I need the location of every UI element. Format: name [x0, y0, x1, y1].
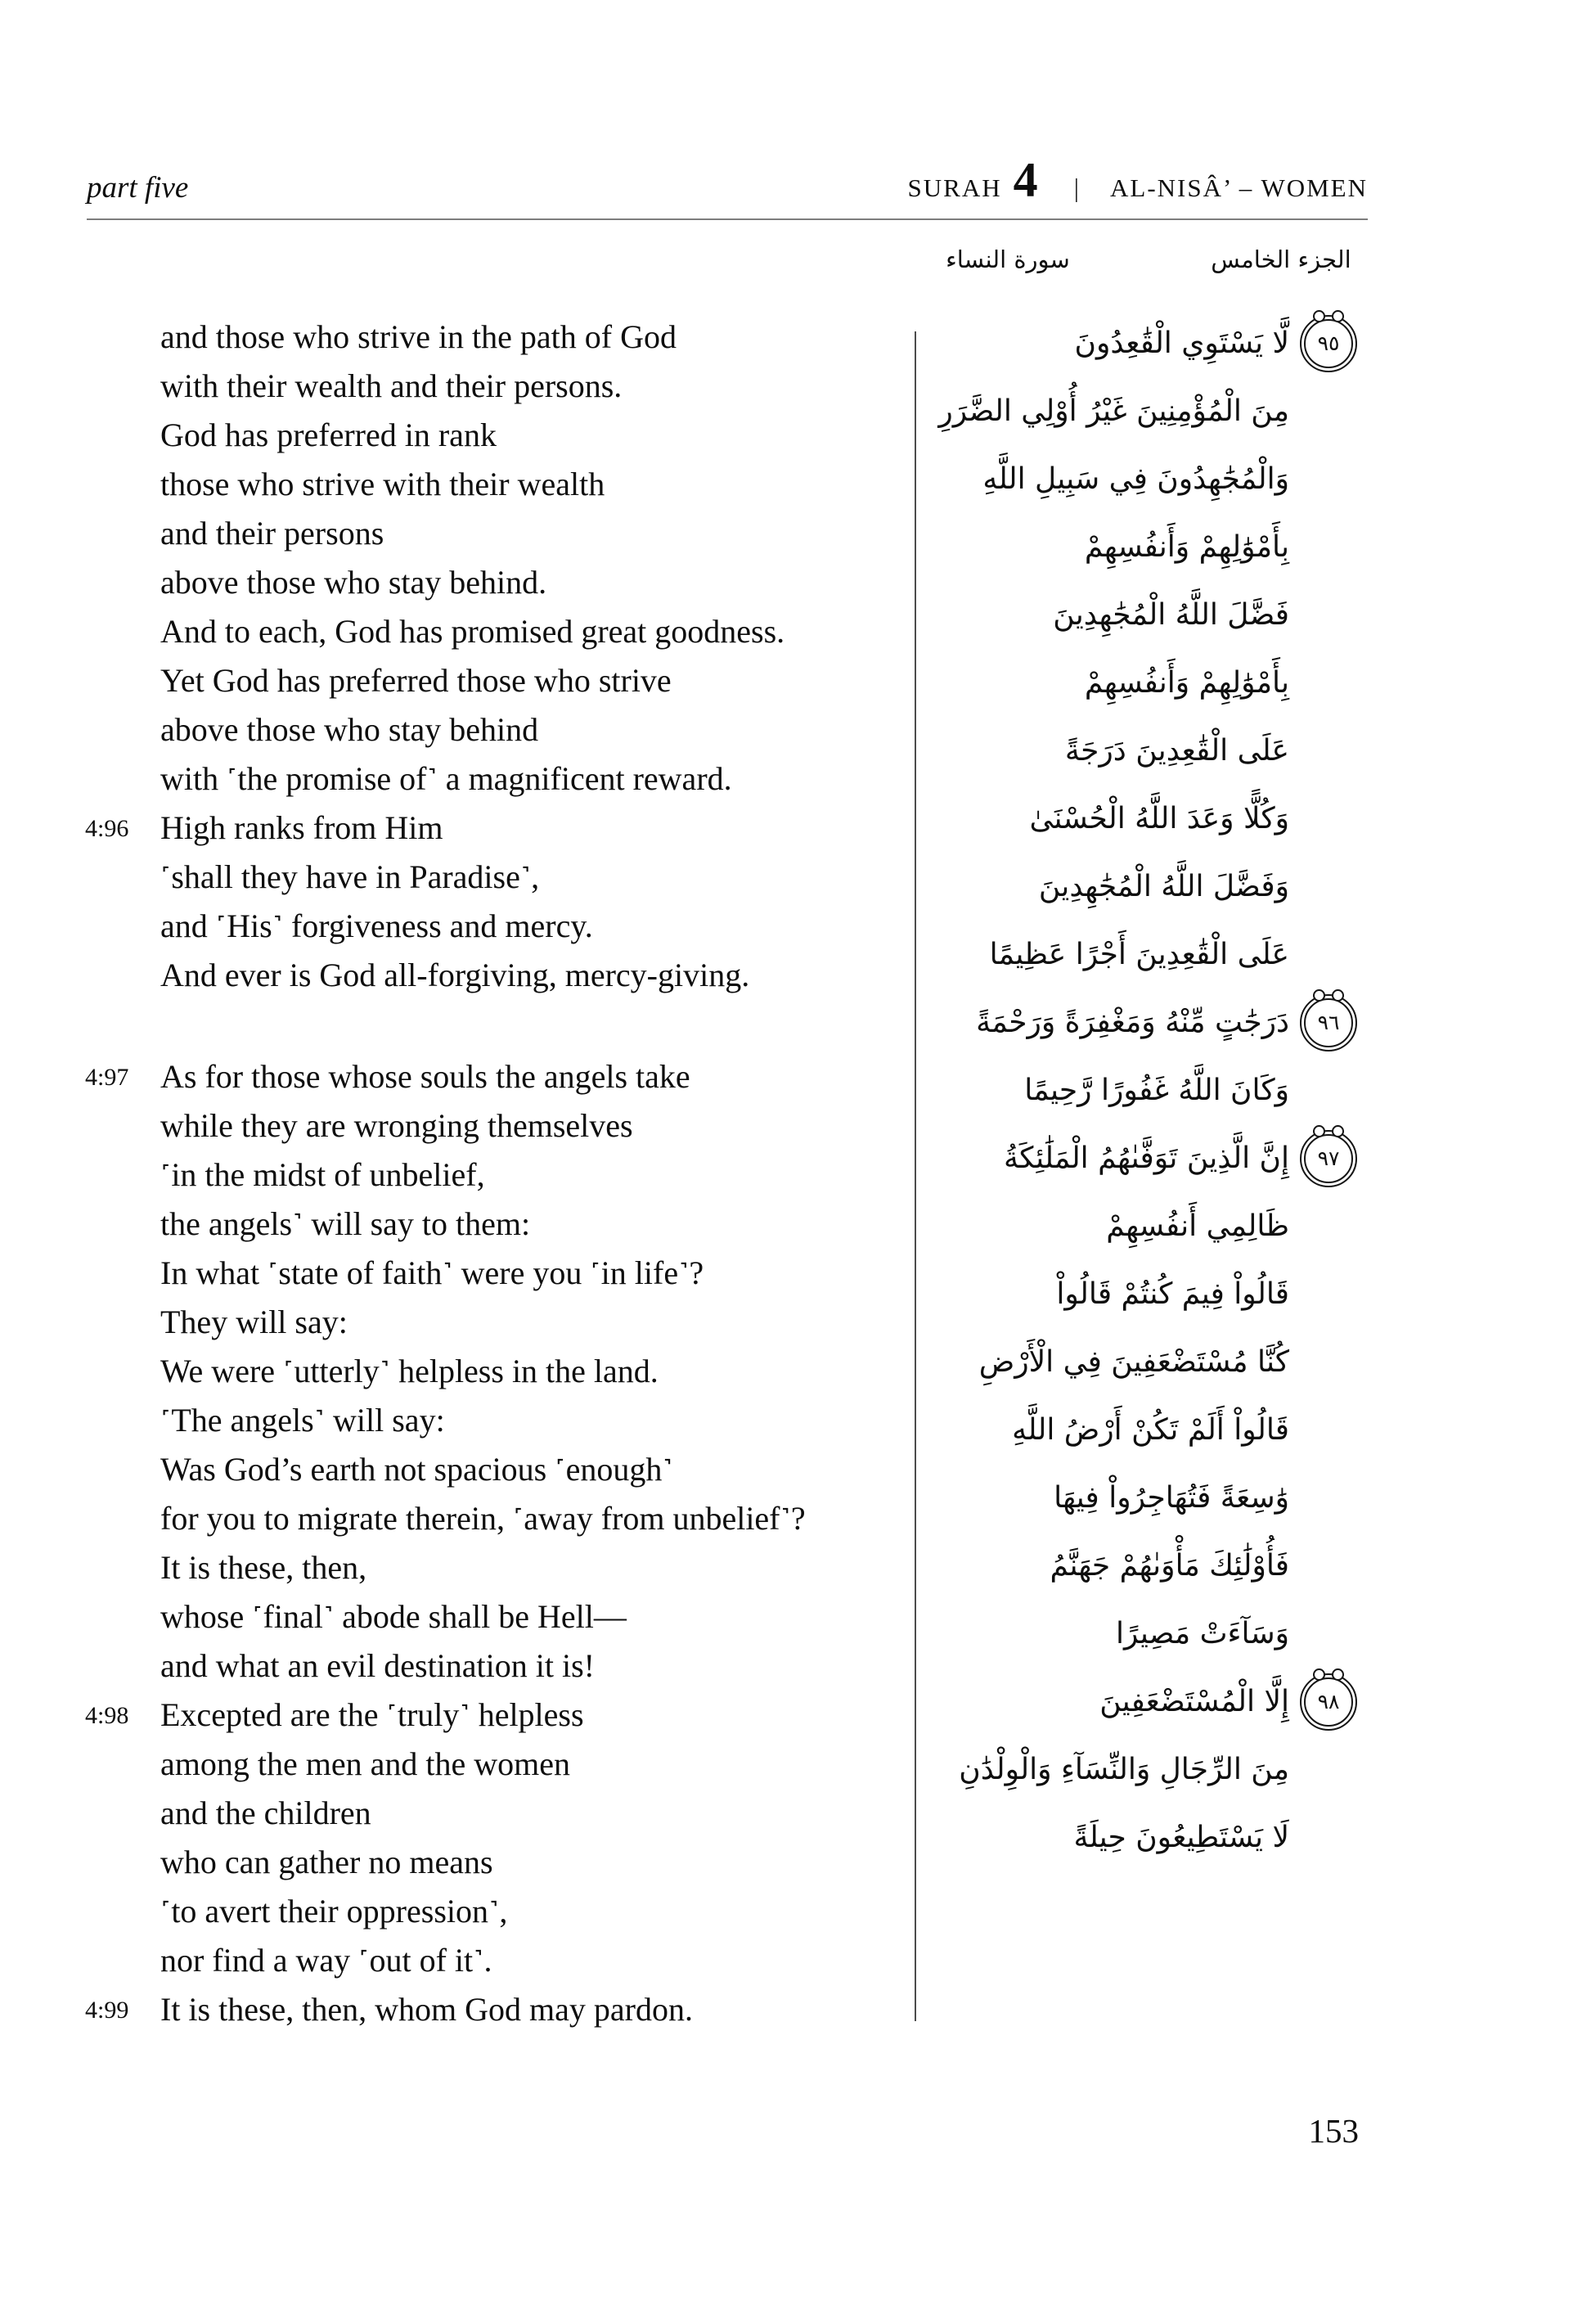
english-line-text: nor find a way ˹out of it˺. — [160, 1942, 492, 1979]
arabic-line — [941, 1736, 1358, 1803]
surah-name: AL-NISÂ’ – WOMEN — [1110, 173, 1368, 202]
english-line-text: among the men and the women — [160, 1745, 570, 1782]
arabic-line-text: ظَالِمِي أَنفُسِهِمْ — [1106, 1209, 1289, 1243]
arabic-line-text: إِلَّا الْمُسْتَضْعَفِينَ — [1099, 1684, 1289, 1718]
english-paragraph — [85, 313, 913, 1000]
english-line-text: who can gather no means — [160, 1844, 493, 1880]
english-line — [85, 804, 913, 853]
english-line-text: They will say: — [160, 1304, 348, 1340]
arabic-line-text: وَالْمُجَٰهِدُونَ فِي سَبِيلِ اللَّهِ — [982, 462, 1289, 496]
english-line-text: above those who stay behind. — [160, 564, 547, 601]
english-line — [85, 509, 913, 558]
arabic-line — [941, 853, 1358, 921]
arabic-line-text: قَالُواْ أَلَمْ تَكُنْ أَرْضُ اللَّهِ — [1012, 1412, 1289, 1447]
arabic-line-text: قَالُواْ فِيمَ كُنتُمْ قَالُواْ — [1056, 1277, 1289, 1311]
english-line — [85, 607, 913, 656]
arabic-line — [941, 513, 1358, 581]
english-line — [85, 460, 913, 509]
english-line — [85, 1347, 913, 1396]
verse-number-ornament: ٩٥ — [1304, 319, 1353, 368]
column-divider — [915, 331, 916, 2021]
english-line — [85, 1543, 913, 1592]
arabic-line-text: وَٰسِعَةً فَتُهَاجِرُواْ فِيهَا — [1054, 1480, 1289, 1515]
arabic-line — [941, 445, 1358, 513]
english-line-text: the angels˺ will say to them: — [160, 1205, 531, 1242]
arabic-line — [941, 1803, 1358, 1871]
arabic-line — [941, 309, 1358, 377]
english-line-text: and ˹His˺ forgiveness and mercy. — [160, 907, 593, 944]
english-line — [85, 1887, 913, 1936]
english-line — [85, 1494, 913, 1543]
arabic-line-text: وَكَانَ اللَّهُ غَفُورًا رَّحِيمًا — [1024, 1073, 1289, 1107]
arabic-line — [941, 1668, 1358, 1736]
english-line-text: And to each, God has promised great goodness. — [160, 613, 785, 650]
english-line-text: And ever is God all-forgiving, mercy-giving. — [160, 957, 750, 993]
arabic-line-text: فَأُوْلَٰئِكَ مَأْوَىٰهُمْ جَهَنَّمُ — [1050, 1548, 1289, 1583]
arabic-line — [941, 1056, 1358, 1124]
surah-number: 4 — [1013, 153, 1038, 207]
english-line — [85, 1052, 913, 1101]
english-line-text: It is these, then, — [160, 1549, 367, 1586]
english-line-text: while they are wronging themselves — [160, 1107, 633, 1144]
english-line-text: Yet God has preferred those who strive — [160, 662, 672, 699]
arabic-line — [941, 921, 1358, 988]
arabic-line-text: دَرَجَٰتٍ مِّنْهُ وَمَغْفِرَةً وَرَحْمَةً — [976, 1005, 1289, 1039]
english-line-text: High ranks from Him — [160, 809, 443, 846]
verse-ref: 4:98 — [85, 1702, 129, 1729]
verse-ref: 4:97 — [85, 1064, 129, 1091]
english-line-text: ˹in the midst of unbelief, — [160, 1156, 485, 1193]
english-line-text: We were ˹utterly˺ helpless in the land. — [160, 1353, 659, 1389]
english-line — [85, 754, 913, 804]
arabic-line-text: بِأَمْوَٰلِهِمْ وَأَنفُسِهِمْ — [1084, 529, 1289, 564]
arabic-line-text: مِنَ الْمُؤْمِنِينَ غَيْرُ أُوْلِي الضَّرَرِ — [938, 394, 1289, 428]
english-line-text: with their wealth and their persons. — [160, 367, 623, 404]
english-line-text: As for those whose souls the angels take — [160, 1058, 690, 1095]
english-line — [85, 902, 913, 951]
arabic-line — [941, 1260, 1358, 1328]
arabic-line-text: بِأَمْوَٰلِهِمْ وَأَنفُسِهِمْ — [1084, 665, 1289, 700]
arabic-line-text: فَضَّلَ اللَّهُ الْمُجَٰهِدِينَ — [1053, 597, 1289, 632]
english-line — [85, 411, 913, 460]
english-line-text: It is these, then, whom God may pardon. — [160, 1991, 693, 2028]
english-line-text: Excepted are the ˹truly˺ helpless — [160, 1696, 584, 1733]
surah-word: SURAH — [907, 173, 1002, 202]
arabic-line — [941, 1124, 1358, 1192]
arabic-line — [941, 1396, 1358, 1464]
surah-header — [908, 152, 1368, 209]
surah-calligraphy-stamp: سورة النساء — [946, 245, 1070, 273]
arabic-line-text: لَا يَسْتَطِيعُونَ حِيلَةً — [1073, 1820, 1289, 1854]
juz-calligraphy-stamp: الجزء الخامس — [1211, 245, 1351, 273]
verse-ref: 4:96 — [85, 815, 129, 842]
english-line — [85, 1150, 913, 1200]
page-number: 153 — [1308, 2112, 1359, 2150]
arabic-line — [941, 1600, 1358, 1668]
english-column — [85, 313, 913, 2034]
english-line — [85, 1200, 913, 1249]
arabic-line-text: عَلَى الْقَٰعِدِينَ دَرَجَةً — [1064, 733, 1289, 768]
english-line — [85, 1101, 913, 1150]
english-line — [85, 1298, 913, 1347]
english-line — [85, 1936, 913, 1985]
arabic-line — [938, 377, 1358, 445]
english-line — [85, 1740, 913, 1789]
arabic-line — [941, 581, 1358, 649]
english-line — [85, 1985, 913, 2034]
english-line-text: and the children — [160, 1794, 371, 1831]
english-line — [85, 951, 913, 1000]
arabic-line-text: وَكُلًّا وَعَدَ اللَّهُ الْحُسْنَىٰ — [1029, 801, 1289, 835]
english-line-text: God has preferred in rank — [160, 417, 497, 453]
english-line — [85, 705, 913, 754]
english-line — [85, 1445, 913, 1494]
arabic-line — [941, 1464, 1358, 1532]
english-line — [85, 853, 913, 902]
arabic-line-text: لَّا يَسْتَوِي الْقَٰعِدُونَ — [1074, 326, 1289, 360]
arabic-line — [941, 1532, 1358, 1600]
arabic-line-text: وَسَآءَتْ مَصِيرًا — [1115, 1616, 1289, 1650]
english-line-text: those who strive with their wealth — [160, 466, 605, 502]
arabic-column — [938, 309, 1358, 1871]
verse-ref: 4:99 — [85, 1997, 129, 2024]
english-line-text: ˹to avert their oppression˺, — [160, 1893, 508, 1929]
verse-number-ornament: ٩٦ — [1304, 998, 1353, 1047]
english-line — [85, 1592, 913, 1641]
english-line-text: with ˹the promise of˺ a magnificent reward. — [160, 760, 732, 797]
arabic-line — [941, 1328, 1358, 1396]
arabic-line — [941, 1192, 1358, 1260]
english-line — [85, 1838, 913, 1887]
arabic-line — [941, 988, 1358, 1056]
arabic-line — [941, 717, 1358, 785]
english-line-text: and their persons — [160, 515, 384, 552]
header-separator: | — [1073, 173, 1080, 202]
english-line — [85, 313, 913, 362]
arabic-line-text: إِنَّ الَّذِينَ تَوَفَّىٰهُمُ الْمَلَٰئِكَةُ — [1003, 1141, 1289, 1175]
english-line — [85, 558, 913, 607]
verse-number-ornament: ٩٨ — [1304, 1677, 1353, 1727]
english-line-text: and those who strive in the path of God — [160, 318, 677, 355]
arabic-line-text: وَفَضَّلَ اللَّهُ الْمُجَٰهِدِينَ — [1038, 869, 1289, 903]
english-line-text: In what ˹state of faith˺ were you ˹in life˺? — [160, 1254, 704, 1291]
english-line-text: for you to migrate therein, ˹away from unbelief˺? — [160, 1500, 806, 1537]
arabic-line — [941, 785, 1358, 853]
english-line-text: Was God’s earth not spacious ˹enough˺ — [160, 1451, 673, 1488]
english-line-text: ˹The angels˺ will say: — [160, 1402, 445, 1439]
verse-number-ornament: ٩٧ — [1304, 1134, 1353, 1183]
part-label: part five — [87, 171, 189, 205]
english-line — [85, 1396, 913, 1445]
english-line — [85, 1641, 913, 1691]
arabic-line — [941, 649, 1358, 717]
english-line-text: ˹shall they have in Paradise˺, — [160, 858, 540, 895]
english-line — [85, 1249, 913, 1298]
arabic-line-text: مِنَ الرِّجَالِ وَالنِّسَآءِ وَالْوِلْدَٰنِ — [959, 1752, 1289, 1786]
english-line-text: above those who stay behind — [160, 711, 539, 748]
english-line — [85, 362, 913, 411]
arabic-line-text: عَلَى الْقَٰعِدِينَ أَجْرًا عَظِيمًا — [989, 937, 1289, 971]
english-line — [85, 1789, 913, 1838]
english-line — [85, 1691, 913, 1740]
header-rule — [87, 218, 1368, 220]
english-line — [85, 656, 913, 705]
english-line-text: and what an evil destination it is! — [160, 1647, 595, 1684]
english-line-text: whose ˹final˺ abode shall be Hell— — [160, 1598, 627, 1635]
arabic-line-text: كُنَّا مُسْتَضْعَفِينَ فِي الْأَرْضِ — [978, 1344, 1289, 1379]
english-paragraph — [85, 1052, 913, 2034]
